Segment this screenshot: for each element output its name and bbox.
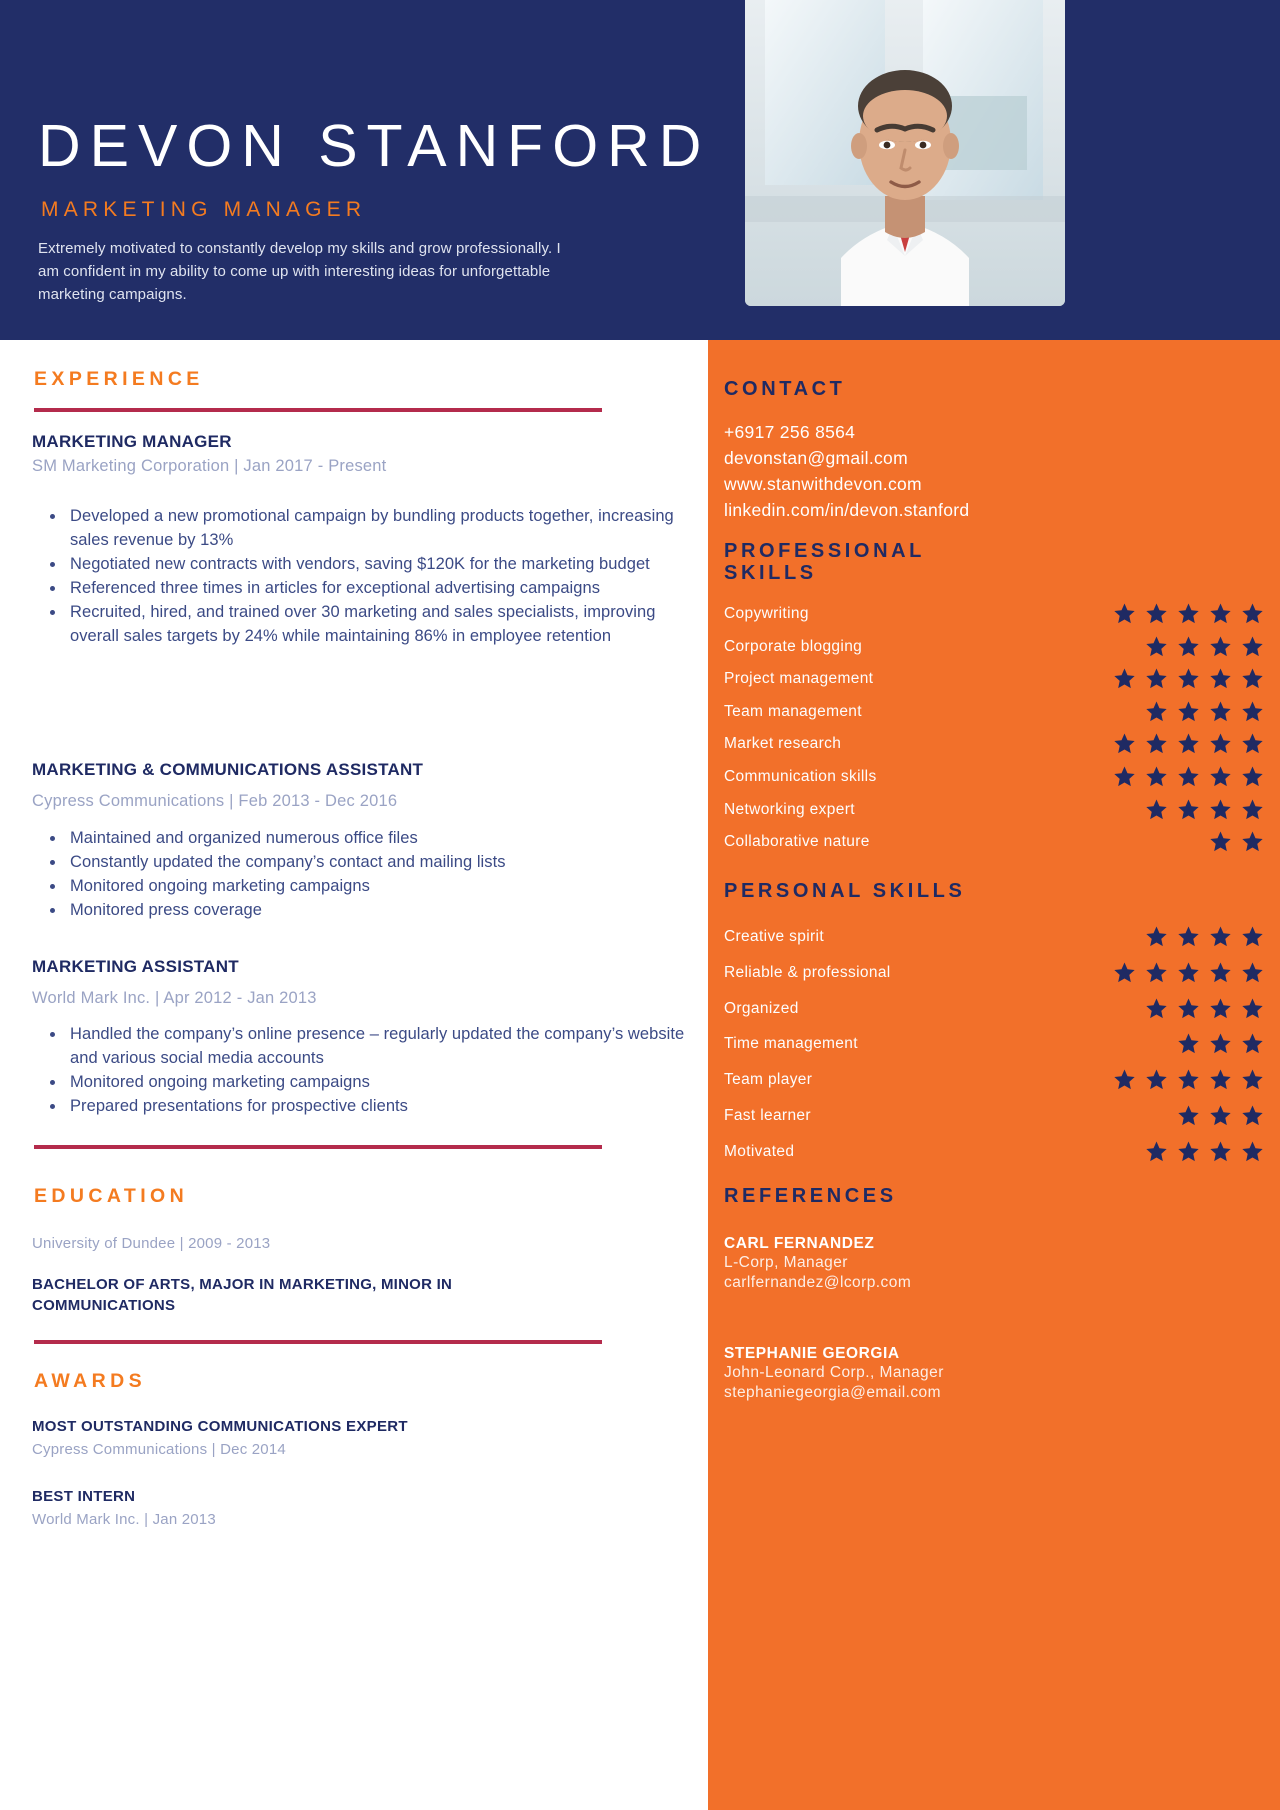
list-item: • Referenced three times in articles for exceptional advertising campaigns <box>66 576 690 600</box>
skill-row <box>724 635 1280 667</box>
section-heading-references: REFERENCES <box>724 1185 897 1207</box>
star-icon <box>1241 635 1264 658</box>
job-title: MARKETING & COMMUNICATIONS ASSISTANT <box>32 760 424 779</box>
skill-rating[interactable] <box>1113 765 1264 788</box>
star-icon <box>1145 997 1168 1020</box>
star-icon <box>1145 700 1168 723</box>
skill-label: Reliable & professional <box>724 963 891 981</box>
reference-role: L-Corp, Manager <box>724 1254 848 1271</box>
star-icon <box>1145 765 1168 788</box>
skill-row <box>724 765 1280 797</box>
header-banner <box>0 0 1280 340</box>
skill-rating[interactable] <box>1145 1140 1264 1163</box>
star-icon <box>1209 1104 1232 1127</box>
contact-phone[interactable]: +6917 256 8564 <box>724 422 856 442</box>
skill-label: Fast learner <box>724 1107 811 1124</box>
star-icon <box>1241 732 1264 755</box>
reference-email[interactable]: carlfernandez@lcorp.com <box>724 1274 912 1292</box>
divider-education-top <box>34 1145 602 1149</box>
star-icon <box>1177 635 1200 658</box>
job-bullets <box>40 1022 690 1118</box>
page-title: DEVON STANFORD <box>38 113 711 179</box>
star-icon <box>1145 1140 1168 1163</box>
skill-rating[interactable] <box>1113 667 1264 690</box>
star-icon <box>1177 798 1200 821</box>
contact-email[interactable]: devonstan@gmail.com <box>724 448 908 468</box>
star-icon <box>1209 765 1232 788</box>
section-heading-experience: EXPERIENCE <box>34 368 204 390</box>
skill-rating[interactable] <box>1113 1068 1264 1091</box>
reference-role: John-Leonard Corp., Manager <box>724 1364 944 1381</box>
skill-row <box>724 602 1280 634</box>
list-item: • Handled the company’s online presence – regularly updated the company’s website and various social media accounts <box>66 1022 690 1070</box>
star-icon <box>1209 732 1232 755</box>
award-title: BEST INTERN <box>32 1488 136 1505</box>
list-item: • Monitored ongoing marketing campaigns <box>66 1070 690 1094</box>
divider-awards-top <box>34 1340 602 1344</box>
skill-rating[interactable] <box>1113 602 1264 625</box>
skill-rating[interactable] <box>1145 798 1264 821</box>
skill-row <box>724 798 1280 830</box>
star-icon <box>1145 1068 1168 1091</box>
skill-rating[interactable] <box>1177 1032 1264 1055</box>
skill-label: Team player <box>724 1071 813 1089</box>
list-item: • Negotiated new contracts with vendors, saving $120K for the marketing budget <box>66 552 690 576</box>
skill-label: Creative spirit <box>724 928 824 945</box>
award-meta: World Mark Inc. | Jan 2013 <box>32 1511 216 1528</box>
skill-label: Networking expert <box>724 800 855 818</box>
section-heading-education: EDUCATION <box>34 1185 189 1207</box>
list-item: • Monitored press coverage <box>66 898 690 922</box>
star-icon <box>1209 700 1232 723</box>
star-icon <box>1177 961 1200 984</box>
star-icon <box>1209 667 1232 690</box>
sidebar <box>708 340 1280 1810</box>
skill-rating[interactable] <box>1145 997 1264 1020</box>
job-title: MARKETING ASSISTANT <box>32 957 239 976</box>
divider-experience <box>34 408 602 412</box>
star-icon <box>1177 1032 1200 1055</box>
star-icon <box>1145 635 1168 658</box>
skill-row <box>724 732 1280 764</box>
star-icon <box>1177 1140 1200 1163</box>
star-icon <box>1113 961 1136 984</box>
star-icon <box>1241 700 1264 723</box>
reference-name: STEPHANIE GEORGIA <box>724 1345 900 1362</box>
reference-name: CARL FERNANDEZ <box>724 1235 875 1252</box>
skill-row <box>724 830 1280 862</box>
star-icon <box>1209 830 1232 853</box>
star-icon <box>1241 667 1264 690</box>
job-meta: World Mark Inc. | Apr 2012 - Jan 2013 <box>32 989 317 1007</box>
star-icon <box>1241 925 1264 948</box>
star-icon <box>1241 602 1264 625</box>
star-icon <box>1241 830 1264 853</box>
award-title: MOST OUTSTANDING COMMUNICATIONS EXPERT <box>32 1418 408 1435</box>
star-icon <box>1177 1104 1200 1127</box>
job-meta: Cypress Communications | Feb 2013 - Dec 2016 <box>32 792 398 810</box>
star-icon <box>1145 925 1168 948</box>
star-icon <box>1113 602 1136 625</box>
section-heading-awards: AWARDS <box>34 1370 146 1392</box>
star-icon <box>1209 997 1232 1020</box>
list-item: • Prepared presentations for prospective clients <box>66 1094 690 1118</box>
star-icon <box>1145 961 1168 984</box>
header-job-title: MARKETING MANAGER <box>41 198 367 221</box>
avatar <box>745 0 1065 306</box>
star-icon <box>1113 667 1136 690</box>
job-meta: SM Marketing Corporation | Jan 2017 - Present <box>32 457 387 475</box>
star-icon <box>1241 798 1264 821</box>
star-icon <box>1241 997 1264 1020</box>
skill-row <box>724 1140 1280 1172</box>
reference-email[interactable]: stephaniegeorgia@email.com <box>724 1384 941 1402</box>
skill-label: Team management <box>724 702 862 720</box>
skill-rating[interactable] <box>1209 830 1264 853</box>
star-icon <box>1145 798 1168 821</box>
star-icon <box>1145 667 1168 690</box>
skill-label: Motivated <box>724 1142 795 1160</box>
star-icon <box>1145 732 1168 755</box>
reference-item <box>724 1345 1144 1403</box>
skill-row <box>724 700 1280 732</box>
star-icon <box>1177 997 1200 1020</box>
section-heading-contact: CONTACT <box>724 378 846 400</box>
star-icon <box>1177 765 1200 788</box>
star-icon <box>1177 602 1200 625</box>
section-heading-professional-skills: PROFESSIONAL SKILLS <box>724 540 925 585</box>
star-icon <box>1113 765 1136 788</box>
reference-item <box>724 1235 1144 1293</box>
star-icon <box>1113 732 1136 755</box>
star-icon <box>1177 1068 1200 1091</box>
star-icon <box>1209 925 1232 948</box>
contact-website[interactable]: www.stanwithdevon.com <box>724 474 922 494</box>
star-icon <box>1177 700 1200 723</box>
skill-rating[interactable] <box>1145 635 1264 658</box>
job-bullets <box>40 826 690 922</box>
star-icon <box>1209 635 1232 658</box>
skill-rating[interactable] <box>1177 1104 1264 1127</box>
list-item: • Recruited, hired, and trained over 30 marketing and sales specialists, improving overall sales targets by 24% while maintaining 86% in employee retention <box>66 600 690 648</box>
star-icon <box>1209 1140 1232 1163</box>
star-icon <box>1209 961 1232 984</box>
star-icon <box>1241 765 1264 788</box>
star-icon <box>1177 732 1200 755</box>
star-icon <box>1177 925 1200 948</box>
star-icon <box>1209 1032 1232 1055</box>
star-icon <box>1145 602 1168 625</box>
skill-rating[interactable] <box>1145 925 1264 948</box>
star-icon <box>1209 1068 1232 1091</box>
list-item: • Maintained and organized numerous office files <box>66 826 690 850</box>
main-column <box>0 340 708 1810</box>
award-meta: Cypress Communications | Dec 2014 <box>32 1441 286 1458</box>
skill-label: Project management <box>724 670 874 688</box>
skill-row <box>724 997 1280 1029</box>
star-icon <box>1177 667 1200 690</box>
job-title: MARKETING MANAGER <box>32 432 232 451</box>
star-icon <box>1209 602 1232 625</box>
skill-rating[interactable] <box>1113 961 1264 984</box>
skill-row <box>724 667 1280 699</box>
star-icon <box>1113 1068 1136 1091</box>
portrait-photo-icon <box>745 0 1065 306</box>
header-summary: Extremely motivated to constantly develop my skills and grow professionally. I am confident in my ability to come up with interesting ideas for unforgettable marketing campaigns. <box>38 240 561 303</box>
skill-row <box>724 925 1280 957</box>
star-icon <box>1241 1140 1264 1163</box>
skill-label: Communication skills <box>724 768 877 785</box>
star-icon <box>1241 1032 1264 1055</box>
star-icon <box>1241 1104 1264 1127</box>
education-school: University of Dundee | 2009 - 2013 <box>32 1235 271 1252</box>
contact-linkedin[interactable]: linkedin.com/in/devon.stanford <box>724 500 970 520</box>
job-bullets <box>40 504 690 648</box>
education-degree: BACHELOR OF ARTS, MAJOR IN MARKETING, MINOR IN COMMUNICATIONS <box>32 1276 453 1314</box>
skill-label: Market research <box>724 735 842 753</box>
skill-row <box>724 1104 1280 1136</box>
list-item: • Constantly updated the company’s contact and mailing lists <box>66 850 690 874</box>
list-item: • Developed a new promotional campaign by bundling products together, increasing sales revenue by 13% <box>66 504 690 552</box>
skill-rating[interactable] <box>1113 732 1264 755</box>
skill-label: Collaborative nature <box>724 833 870 851</box>
skill-label: Organized <box>724 999 799 1017</box>
skill-row <box>724 961 1280 993</box>
star-icon <box>1241 1068 1264 1091</box>
skill-label: Corporate blogging <box>724 637 863 655</box>
skill-label: Time management <box>724 1035 858 1053</box>
skill-row <box>724 1032 1280 1064</box>
star-icon <box>1209 798 1232 821</box>
skill-label: Copywriting <box>724 605 809 622</box>
list-item: • Monitored ongoing marketing campaigns <box>66 874 690 898</box>
skill-rating[interactable] <box>1145 700 1264 723</box>
star-icon <box>1241 961 1264 984</box>
section-heading-personal-skills: PERSONAL SKILLS <box>724 880 966 902</box>
skill-row <box>724 1068 1280 1100</box>
